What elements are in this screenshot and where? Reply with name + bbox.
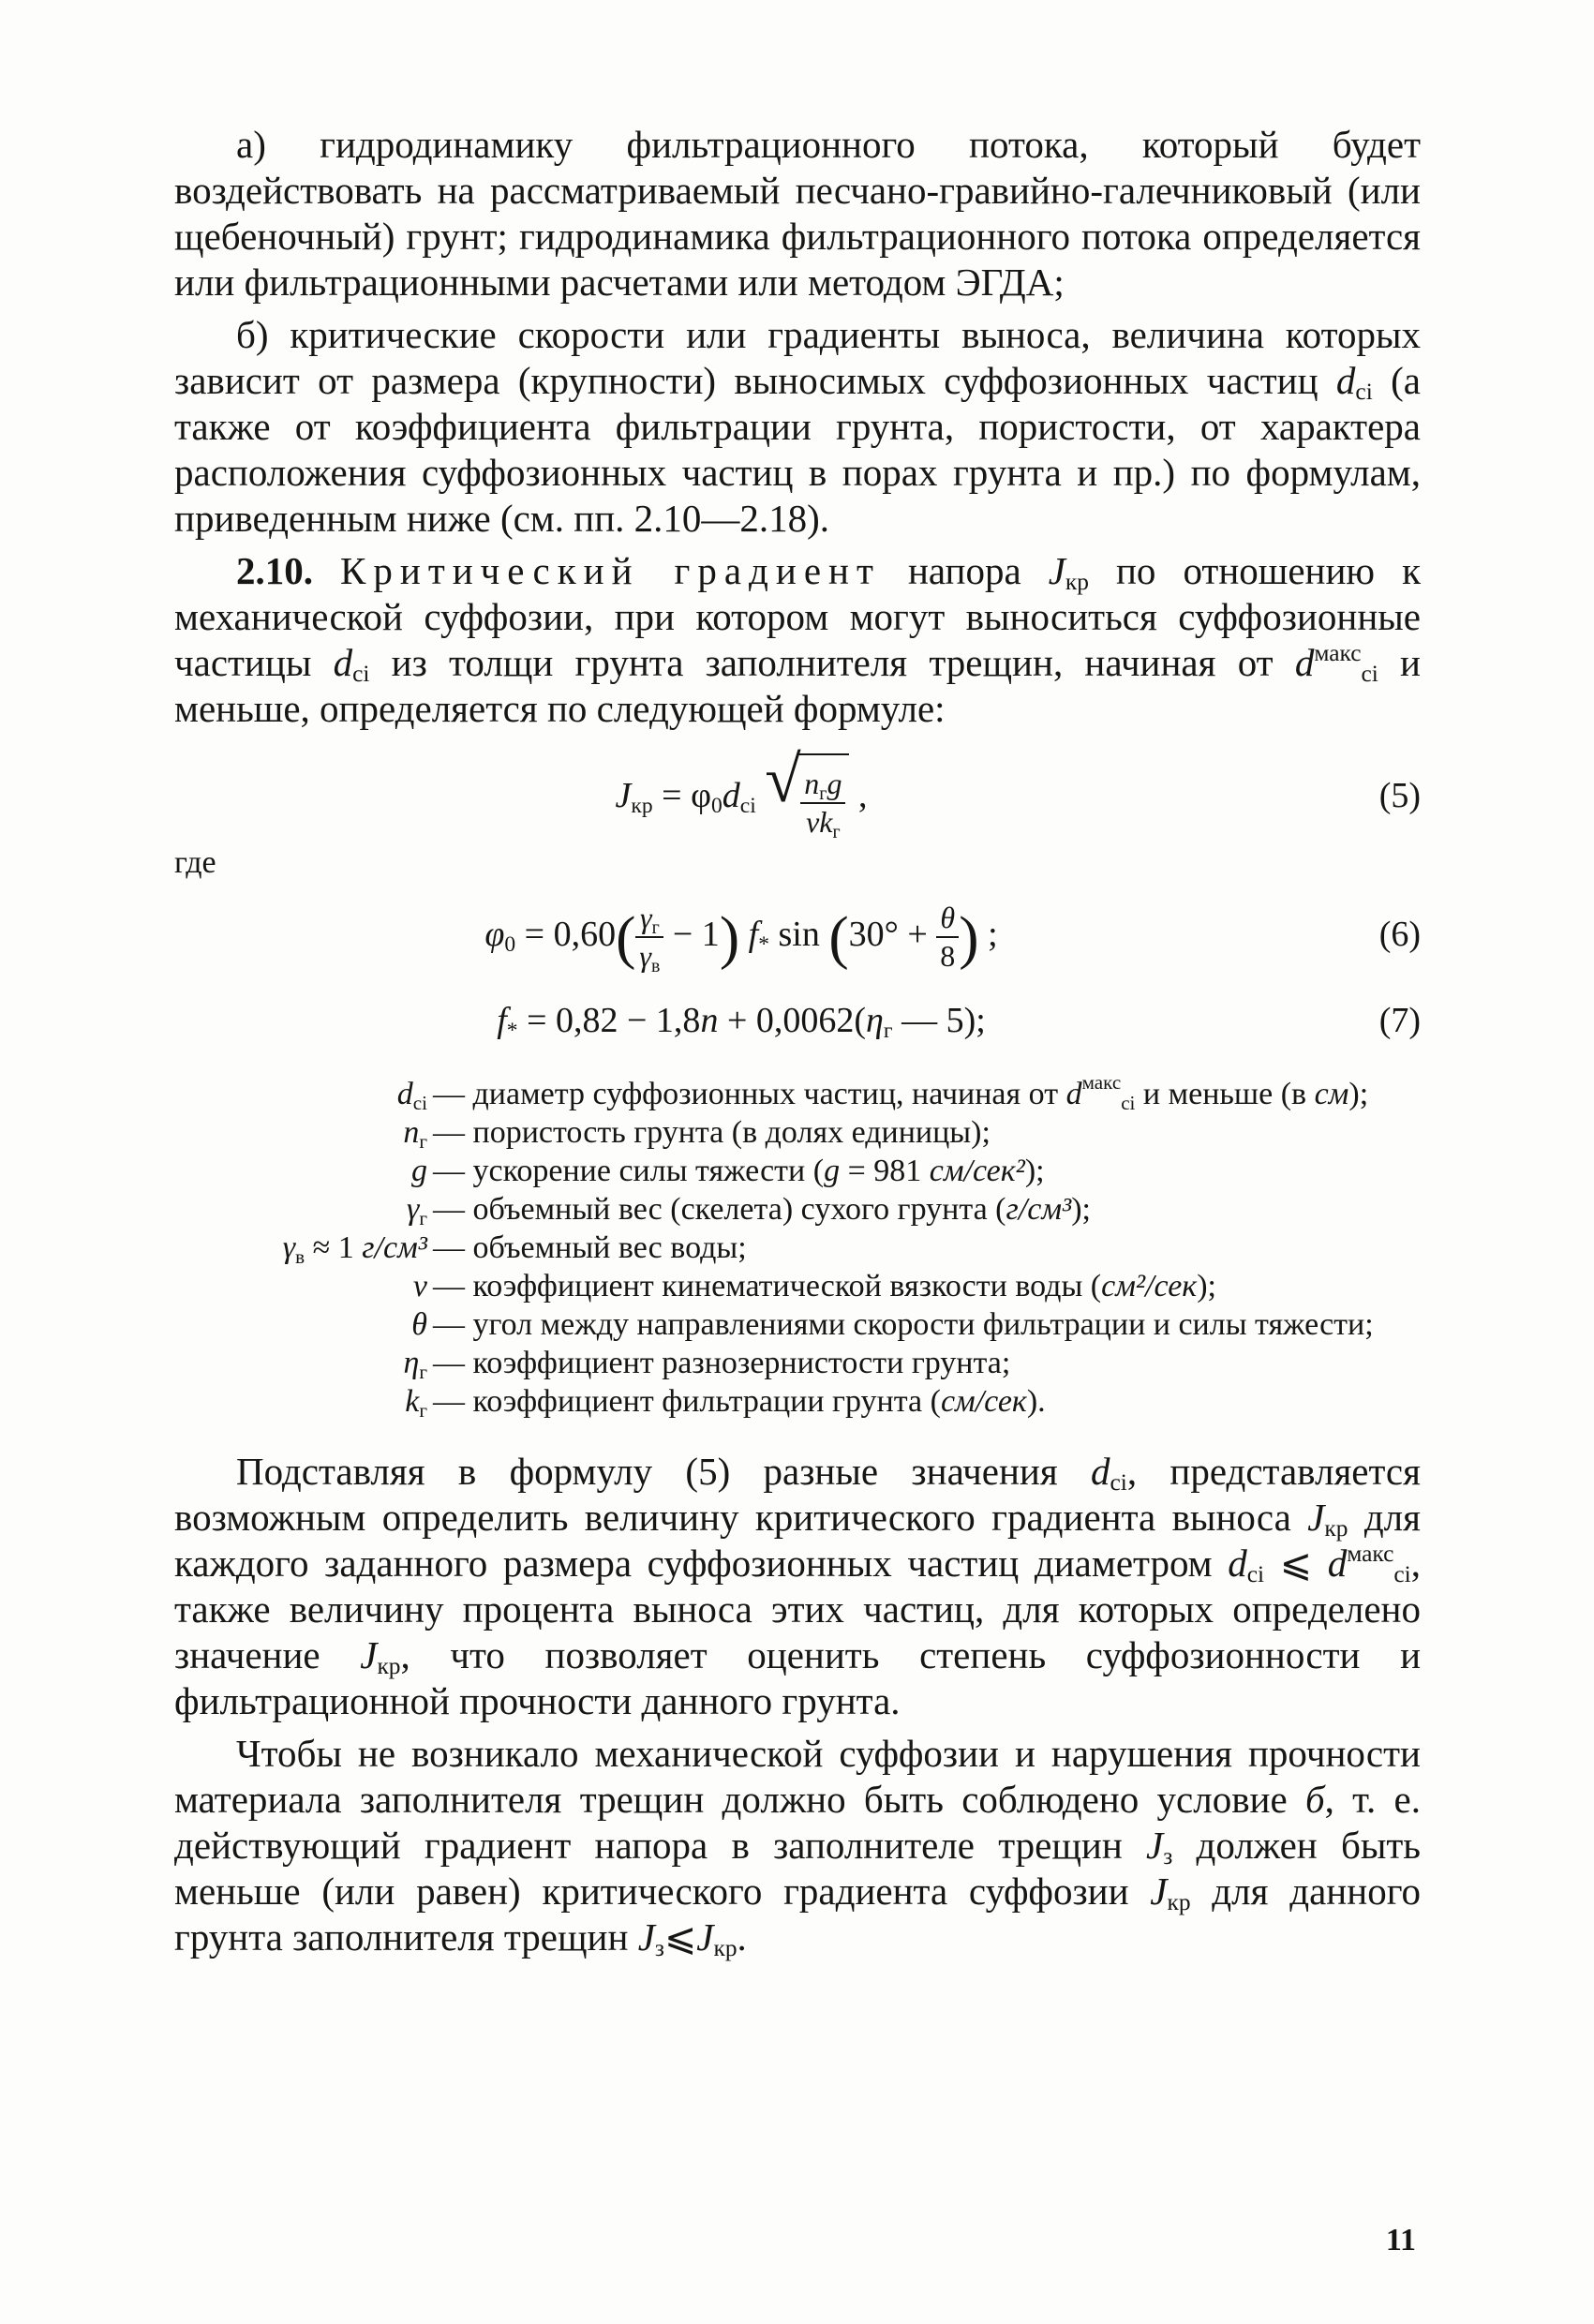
def-text: — угол между направлениями скорости фильтрации и силы тяжести; (433, 1307, 1374, 1342)
unit: см/сек (940, 1384, 1027, 1419)
def-symbol: ν (412, 1269, 427, 1304)
superscript: макс (1314, 640, 1362, 666)
symbol-d: d (1335, 359, 1356, 402)
def-symbol: n (403, 1115, 420, 1150)
subscript: ci (352, 661, 370, 687)
symbol-J: J (696, 1915, 714, 1959)
subscript: кр (713, 1935, 737, 1961)
where-label: где (174, 845, 216, 880)
def-symbol: k (405, 1384, 420, 1419)
subscript: 0 (711, 794, 723, 818)
def-text: — ускорение силы тяжести ( (433, 1154, 825, 1188)
unit: г/см³ (1006, 1192, 1072, 1227)
fraction (936, 902, 959, 972)
text-run: ⩽ (1264, 1542, 1328, 1585)
subscript: в (651, 955, 661, 976)
eq-symbol: φ (484, 915, 505, 954)
text-run: (а также от коэффициента фильтрации грунта, пористости, от характера расположения суффозионных частиц в порах грунта и пр.) по формулам, приведенным ниже (см. пп. 2.10—2.18). (174, 359, 1421, 540)
subscript: г (883, 1019, 893, 1043)
def-symbol: g (824, 1154, 841, 1188)
subscript: г (419, 1207, 427, 1229)
eq-text: , (849, 776, 868, 815)
paragraph-2-10 (174, 548, 1421, 732)
unit: см/сек² (929, 1154, 1025, 1188)
subscript: кр (1167, 1889, 1191, 1915)
subscript: ci (1121, 1092, 1136, 1114)
unit: г/см³ (362, 1230, 427, 1265)
subscript: з (1163, 1843, 1173, 1870)
eq-symbol: n (804, 767, 820, 801)
subscript: * (506, 1019, 518, 1043)
formula-5 (174, 744, 1308, 843)
right-paren-icon: ) (719, 903, 740, 971)
def-text: и меньше (в (1135, 1077, 1315, 1111)
formula-7 (174, 983, 1308, 1058)
subscript: г (419, 1399, 427, 1422)
def-symbol: g (411, 1154, 427, 1188)
symbol-d: d (1091, 1450, 1110, 1493)
equation-7 (174, 983, 1421, 1058)
eq-text: = 0,82 − 1,8 (517, 1001, 701, 1040)
eq-text: sin (768, 915, 829, 954)
text-run: по отношению к механической суффозии, при котором могут выноситься суффозионные частицы (174, 549, 1422, 684)
eq-text: ; (978, 915, 998, 954)
symbol-d: d (1228, 1542, 1247, 1585)
eq-text: — 5); (892, 1001, 986, 1040)
eq-symbol: g (827, 767, 842, 801)
subscript: г (651, 917, 660, 939)
subscript: г (419, 1361, 427, 1383)
eq-symbol: d (722, 776, 740, 815)
def-text: — объемный вес воды; (433, 1230, 747, 1265)
subscript: ci (1361, 661, 1378, 687)
subscript: в (295, 1245, 305, 1268)
eq-symbol: k (819, 805, 833, 840)
eq-text: 30° + (848, 915, 937, 954)
def-text: — объемный вес (скелета) сухого грунта ( (433, 1192, 1006, 1227)
square-root (765, 744, 849, 843)
eq-symbol: f (497, 1001, 507, 1040)
right-paren-icon: ) (959, 903, 979, 971)
definition-item (174, 1382, 1421, 1421)
fraction (800, 767, 845, 843)
symbol-d-max: d (1327, 1542, 1348, 1585)
fraction (635, 901, 663, 976)
equation-number: (6) (1378, 915, 1421, 954)
equation-5 (174, 744, 1421, 843)
eq-text: 8 (940, 938, 956, 973)
subscript: * (758, 932, 769, 957)
superscript: макс (1081, 1071, 1122, 1094)
eq-symbol: n (700, 1001, 719, 1040)
text-run: напора (880, 549, 1049, 592)
def-text: = 981 (840, 1154, 930, 1188)
text-run: для данного грунта заполнителя трещин (174, 1870, 1421, 1959)
def-text: — пористость грунта (в долях единицы); (433, 1115, 991, 1150)
equation-6 (174, 886, 1421, 983)
formula-6 (174, 886, 1308, 983)
text-run: б) критические скорости или градиенты выноса, величина которых зависит от размера (крупности) выносимых суффозионных частиц (174, 313, 1421, 402)
symbol-d: d (333, 641, 353, 684)
spaced-term: Критический градиент (340, 549, 881, 592)
subscript: ci (1355, 379, 1373, 405)
def-text: — коэффициент разнозернистости грунта; (433, 1346, 1011, 1380)
definition-item (174, 1071, 1421, 1114)
definition-item (174, 1305, 1421, 1344)
text-run: , что позволяет оценить степень суффозионности и фильтрационной прочности данного грунта. (174, 1633, 1422, 1722)
eq-symbol: J (615, 776, 632, 815)
equation-number: (7) (1378, 1001, 1421, 1040)
subscript: з (654, 1935, 664, 1961)
page-number: 11 (1385, 2223, 1416, 2257)
subscript: ci (1110, 1469, 1127, 1496)
symbol-J: J (1307, 1496, 1325, 1539)
text-column (174, 122, 1421, 1967)
definition-item (174, 1152, 1421, 1190)
definition-item (174, 1267, 1421, 1305)
def-text: ); (1024, 1154, 1045, 1188)
paragraph-condition (174, 1731, 1421, 1960)
symbol-J: J (1150, 1870, 1168, 1913)
eq-text: − 1 (663, 915, 720, 954)
subscript: кр (377, 1653, 401, 1679)
eq-symbol: γ (639, 938, 651, 973)
eq-text: = 0,60 (515, 915, 617, 954)
def-text: ≈ 1 (305, 1230, 363, 1265)
def-text: ). (1026, 1384, 1046, 1419)
def-symbol: d (396, 1077, 413, 1111)
def-symbol: θ (411, 1307, 427, 1342)
radical-sign-icon: √ (765, 744, 801, 817)
paragraph-a: а) гидродинамику фильтрационного потока, который будет воздействовать на рассматриваемый песчано-гравийно-галечниковый (или щебеночный) грунт; гидродинамика фильтрационного потока определяется или фильтрационными расчетами или методом ЭГДА; (174, 123, 1421, 304)
def-text: ); (1071, 1192, 1091, 1227)
subscript: г (832, 822, 841, 843)
text-run: должен быть меньше (или равен) критического градиента суффозии (174, 1824, 1421, 1913)
definition-item (174, 1190, 1421, 1229)
subscript: кр (1065, 569, 1089, 595)
eq-text: + 0,0062( (718, 1001, 867, 1040)
eq-symbol: γ (640, 901, 652, 935)
text-run: для каждого заданного размера суффозионных частиц диаметром (174, 1496, 1421, 1585)
symbol-J: J (637, 1915, 655, 1959)
def-text: — коэффициент фильтрации грунта ( (433, 1384, 941, 1419)
text-run: . (737, 1915, 747, 1959)
left-paren-icon: ( (616, 903, 636, 971)
paragraph-substitution (174, 1449, 1421, 1724)
eq-symbol: θ (940, 901, 956, 935)
def-symbol: γ (282, 1230, 296, 1265)
equation-number: (5) (1378, 776, 1421, 815)
eq-symbol: ν (806, 805, 820, 840)
paragraph-b (174, 312, 1421, 542)
subscript: г (419, 1130, 427, 1153)
definitions-list (174, 1071, 1421, 1422)
def-text: ); (1197, 1269, 1216, 1304)
text-run: Чтобы не возникало механической суффозии и нарушения прочности материала заполнителя трещин должно быть соблюдено условие (174, 1732, 1421, 1821)
text-run: из толщи грунта заполнителя трещин, начиная от (369, 641, 1295, 684)
left-paren-icon: ( (828, 903, 849, 971)
eq-symbol: f (748, 915, 759, 954)
def-symbol: γ (406, 1192, 420, 1227)
section-number: 2.10. (236, 549, 313, 592)
unit: см (1314, 1077, 1349, 1111)
condition-label: б (1305, 1778, 1325, 1821)
subscript: ci (739, 794, 756, 818)
subscript: г (819, 783, 827, 805)
eq-text: = φ (652, 776, 712, 815)
text-run: , также величину процента выноса этих частиц, для которых определено значение (174, 1542, 1421, 1676)
symbol-d-max: d (1294, 641, 1315, 684)
definition-item (174, 1113, 1421, 1152)
eq-symbol: η (866, 1001, 884, 1040)
subscript: 0 (504, 932, 516, 957)
def-text: ); (1348, 1077, 1369, 1111)
subscript: ci (1246, 1561, 1265, 1587)
symbol-J: J (360, 1633, 378, 1676)
symbol-J: J (1146, 1824, 1164, 1867)
def-text: — диаметр суффозионных частиц, начиная от (433, 1077, 1066, 1111)
def-text: — коэффициент кинематической вязкости воды ( (433, 1269, 1102, 1304)
text-run: и меньше, определяется по следующей формуле: (174, 641, 1421, 730)
text-run: Подставляя в формулу (5) разные значения (236, 1450, 1091, 1493)
text-run: , представляется возможным определить величину критического градиента выноса (174, 1450, 1421, 1539)
symbol-J: J (1048, 549, 1065, 592)
definition-item (174, 1229, 1421, 1267)
unit: см²/сек (1101, 1269, 1198, 1304)
subscript: ci (1393, 1561, 1411, 1587)
def-symbol: d (1065, 1077, 1082, 1111)
subscript: ci (412, 1092, 427, 1114)
text-run: , т. е. действующий градиент напора в заполнителе трещин (174, 1778, 1421, 1867)
def-symbol: η (403, 1346, 420, 1380)
definition-item (174, 1344, 1421, 1382)
text-run: ⩽ (663, 1915, 697, 1959)
subscript: кр (631, 794, 653, 818)
superscript: макс (1347, 1541, 1394, 1567)
subscript: кр (1324, 1515, 1348, 1542)
